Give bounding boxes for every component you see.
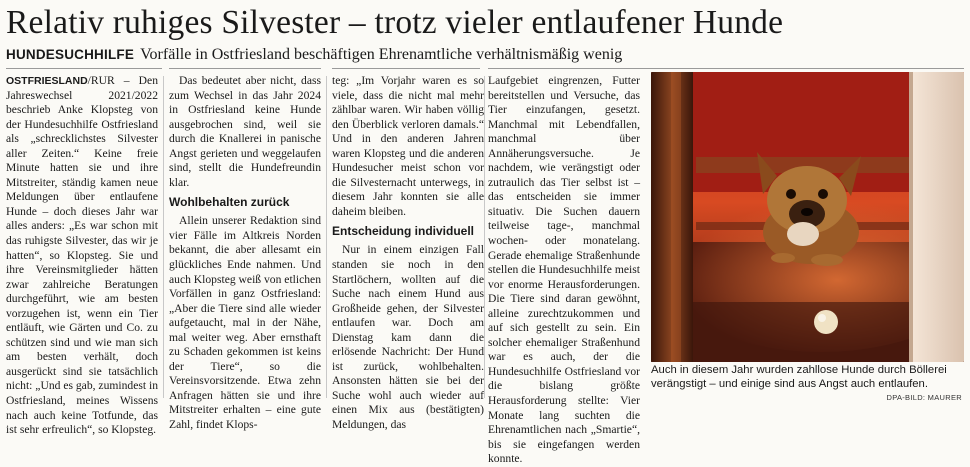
top-rule [169, 68, 321, 69]
column-divider [163, 76, 164, 398]
subline [6, 44, 966, 65]
paragraph: Das bedeutet aber nicht, dass zum Wechsel in das Jahr 2024 in Ostfriesland keine Hunde ausgebrochen sind, weil sie durch die Knallerei in panische Angst gerieten und weggelaufen sind, stellt die Hundefreundin klar. [169, 74, 321, 189]
subheading: Wohlbehalten zurück [169, 195, 290, 210]
top-rule [488, 68, 964, 69]
column-divider [326, 76, 327, 398]
paragraph: Laufgebiet eingrenzen, Futter bereitstellen und Versuche, das Tier einzufangen, gesetzt. Manchmal mit Lebendfallen, manchmal über Annäherungsversuche. Je nachdem, wie verängstigt oder zutraulich das Tier selbst ist – das entscheiden sie immer situativ. Die Suchen dauern teilweise tage-, manchmal wochen- oder monatelang. Gerade ehemalige Straßenhunde stellen die Hundesuchhilfe meist vor enorme Herausforderungen. Die Tiere sind daran gewöhnt, alleine zurechtzukommen und auf sich gestellt zu sein. Ein solcher ehemaliger Straßenhund war es auch, der die Hundesuchhilfe Ostfriesland vor die bislang größte Herausforderung stellte: Vier Monate lang suchten die Ehrenamtlichen nach „Smartie“, bis sie eingefangen werden konnte. [488, 74, 640, 466]
photo-credit: DPA-BILD: MAURER [886, 393, 962, 402]
subheading: Entscheidung individuell [332, 224, 475, 239]
paragraph: – Den Jahreswechsel 2021/2022 beschrieb Anke Klopsteg von der Hundesuchhilfe Ostfriesland als „schrecklichstes Silvester aller Zeiten.“ Keine freie Minute hatten sie und ihre Mitstreiter, ständig kamen neue Meldungen über entlaufene Hunde – doch dieses Jahr war alles anders: „Es war schon mit das ruhigste Silvester, das wir je hatten“, so Klopsteg. Sie und ihre Vereinsmitglieder hätten zwar zahlreiche Beratungen durchgeführt, wie am besten vorzugehen ist, wenn ein Tier entläuft, wie Gärten und Co. zu schützen sind und wie man sich am besten verhält, doch ausgerückt sind sie tatsächlich nicht: „Und es gab, zumindest in Ostfriesland, meines Wissens nach auch keine Totfunde, das ist sehr erfreulich“, so Klopsteg. [6, 74, 158, 437]
photo-caption: Auch in diesem Jahr wurden zahllose Hunde durch Böllerei verängstigt – und einige sind aus Angst auch entlaufen. [651, 364, 947, 390]
paragraph: teg: „Im Vorjahr waren es so viele, dass die nicht mal mehr zählbar waren. Wir haben völlig den Überblick verloren damals.“ Und in den anderen Jahren waren Klopsteg und die anderen Hundesucher meist schon vor die Silvesternacht unterwegs, in diesem Jahr konnten sie alle daheim bleiben. [332, 74, 484, 218]
dog-photo [651, 72, 964, 362]
deck: Vorfälle in Ostfriesland beschäftigen Ehrenamtliche verhältnismäßig wenig [140, 46, 623, 63]
kicker: HUNDESUCHHILFE [6, 47, 135, 62]
article-column-4 [488, 74, 640, 467]
paragraph: Allein unserer Redaktion sind vier Fälle im Altkreis Norden bekannt, die aber allesamt ein glückliches Ende nahmen. Und auch Klopsteg weiß von etlichen Vorfällen in ganz Ostfriesland: „Aber die Tiere sind alle wieder aufgetaucht, mal in der Nähe, mal weiter weg. Aber ernsthaft zu Schaden gekommen ist keins der Tiere“, so die Vereinsvorsitzende. Etwa zehn Anfragen hätten sie und ihre Mitstreiter erhalten – eine gute Zahl, findet Klops- [169, 214, 321, 432]
article-column-3 [332, 74, 484, 433]
paragraph: Nur in einem einzigen Fall standen sie noch in den Startlöchern, wollten auf die Suche nach einem Hund aus Großheide gehen, der Silvester entlaufen war. Doch am Dienstag kam dann die erlösende Nachricht: Der Hund ist zurück, wohlbehalten. Ansonsten hätten sie bei der Suche wohl auch wieder auf einen Mix aus (bestätigten) Meldungen, das [332, 243, 484, 432]
top-rule [332, 68, 480, 69]
article-column-1 [6, 74, 158, 438]
article-column-2 [169, 74, 321, 433]
headline: Relativ ruhiges Silvester – trotz vieler entlaufener Hunde [6, 4, 784, 41]
column-divider [484, 76, 485, 398]
top-rule [6, 68, 162, 69]
dateline: OSTFRIESLAND [6, 75, 88, 87]
author: /RUR [87, 74, 115, 87]
